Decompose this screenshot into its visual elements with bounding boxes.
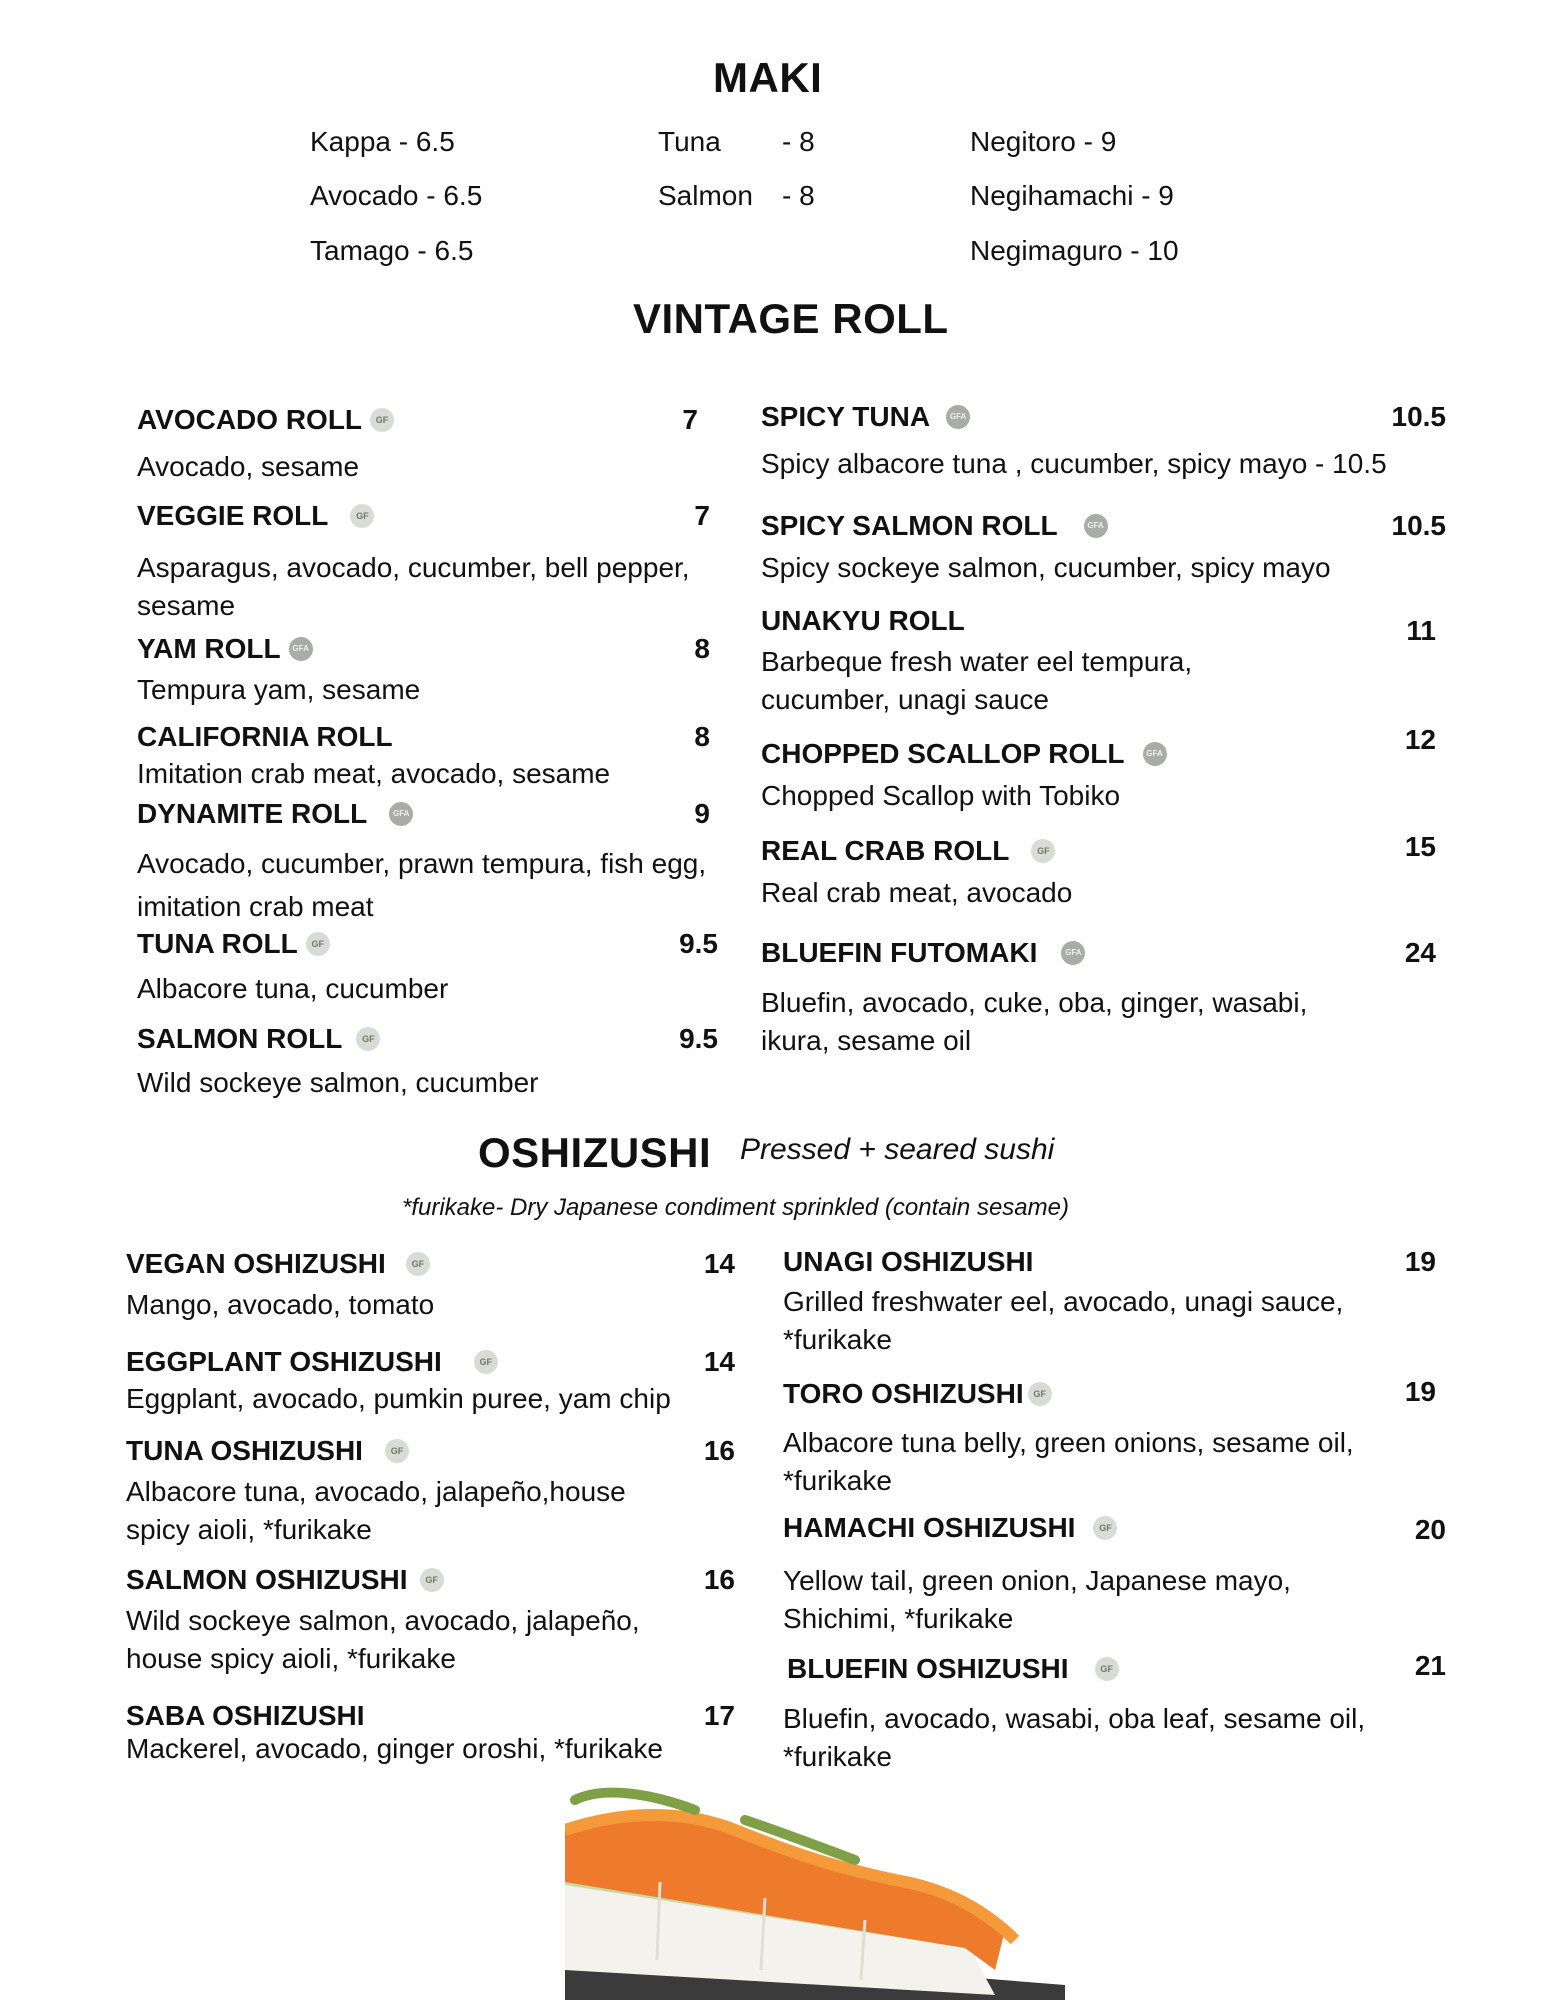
menu-item-price: 10.5 [1391, 401, 1446, 432]
menu-item-name: VEGGIE ROLL GF [137, 500, 374, 532]
menu-item-name: UNAGI OSHIZUSHI [783, 1246, 1034, 1277]
maki-item: Negitoro - 9 [970, 126, 1117, 157]
maki-item: Negimaguro - 10 [970, 235, 1179, 266]
menu-item-price: 16 [703, 1435, 735, 1466]
menu-item-description: Spicy albacore tuna , cucumber, spicy mayo - 10.5 [761, 448, 1387, 479]
menu-item-description: Avocado, cucumber, prawn tempura, fish egg, imitation crab meat [137, 848, 707, 922]
menu-item-price: 8 [694, 633, 710, 664]
menu-item-description: Spicy sockeye salmon, cucumber, spicy mayo [761, 552, 1331, 583]
menu-item-name: SPICY TUNA GFA [761, 401, 970, 433]
menu-item-description: Grilled freshwater eel, avocado, unagi sauce, *furikake [783, 1286, 1344, 1355]
oshizushi-subtitle: Pressed + seared sushi [740, 1133, 1055, 1166]
gfa-badge-icon: GFA [289, 637, 313, 661]
menu-item-name: SALMON OSHIZUSHI GF [126, 1564, 444, 1596]
menu-item-name: SPICY SALMON ROLL GFA [761, 510, 1108, 542]
menu-item-name: CHOPPED SCALLOP ROLL GFA [761, 738, 1167, 770]
menu-item-price: 7 [694, 500, 710, 531]
menu-item-description: Barbeque fresh water eel tempura, cucumber, unagi sauce [761, 646, 1193, 715]
gfa-badge-icon: GFA [1084, 514, 1108, 538]
menu-item-price: 20 [1414, 1514, 1446, 1545]
menu-item-name: TUNA ROLL GF [137, 928, 330, 960]
menu-item-name: TORO OSHIZUSHI GF [783, 1378, 1052, 1410]
gfa-badge-icon: GFA [946, 405, 970, 429]
menu-item-description: Real crab meat, avocado [761, 877, 1073, 908]
maki-item: Kappa - 6.5 [310, 126, 455, 157]
maki-item: Tamago - 6.5 [310, 235, 474, 266]
maki-item: Avocado - 6.5 [310, 180, 483, 211]
menu-item-description: Wild sockeye salmon, avocado, jalapeño, house spicy aioli, *furikake [126, 1605, 640, 1674]
menu-item-price: 24 [1404, 937, 1436, 968]
menu-item-price: 21 [1414, 1650, 1446, 1681]
gf-badge-icon: GF [385, 1439, 409, 1463]
menu-item-name: HAMACHI OSHIZUSHI GF [783, 1512, 1117, 1544]
menu-item-name: EGGPLANT OSHIZUSHI GF [126, 1346, 498, 1378]
menu-item-name: BLUEFIN FUTOMAKI GFA [761, 937, 1085, 969]
gf-badge-icon: GF [350, 504, 374, 528]
menu-item-price: 17 [703, 1700, 735, 1731]
menu-item-name: CALIFORNIA ROLL [137, 721, 393, 752]
gf-badge-icon: GF [356, 1027, 380, 1051]
menu-item-price: 9.5 [679, 928, 718, 959]
menu-item-name: TUNA OSHIZUSHI GF [126, 1435, 409, 1467]
menu-item-name: REAL CRAB ROLL GF [761, 835, 1055, 867]
menu-item-name: AVOCADO ROLL GF [137, 404, 394, 436]
menu-item-price: 9 [694, 798, 710, 829]
menu-item-description: Mango, avocado, tomato [126, 1289, 435, 1320]
menu-item-name: YAM ROLL GFA [137, 633, 313, 665]
menu-item-price: 19 [1404, 1246, 1436, 1277]
gf-badge-icon: GF [406, 1252, 430, 1276]
menu-item-description: Mackerel, avocado, ginger oroshi, *furikake [126, 1733, 663, 1764]
menu-item-description: Tempura yam, sesame [137, 674, 421, 705]
menu-item-description: Bluefin, avocado, cuke, oba, ginger, wasabi, ikura, sesame oil [761, 987, 1308, 1056]
maki-title: MAKI [713, 54, 823, 101]
menu-item-price: 12 [1404, 724, 1436, 755]
menu-item-price: 11 [1406, 615, 1436, 646]
menu-item-description: Albacore tuna, avocado, jalapeño,house spicy aioli, *furikake [126, 1476, 626, 1545]
menu-item-name: VEGAN OSHIZUSHI GF [126, 1248, 430, 1280]
menu-item-description: Imitation crab meat, avocado, sesame [137, 758, 611, 789]
menu-item-description: Yellow tail, green onion, Japanese mayo, Shichimi, *furikake [783, 1565, 1291, 1634]
menu-item-description: Chopped Scallop with Tobiko [761, 780, 1121, 811]
maki-item-name: Salmon [658, 180, 753, 211]
maki-item-price: - 8 [782, 180, 815, 211]
menu-item-description: Avocado, sesame [137, 451, 360, 482]
oshizushi-photo [565, 1770, 1065, 2000]
menu-item-price: 14 [703, 1346, 735, 1377]
vintage-roll-title: VINTAGE ROLL [633, 295, 949, 342]
furikake-note: *furikake- Dry Japanese condiment sprinkled (contain sesame) [402, 1194, 1069, 1221]
menu-item-price: 10.5 [1391, 510, 1446, 541]
menu-item-price: 8 [694, 721, 710, 752]
menu-item-description: Albacore tuna belly, green onions, sesame oil, *furikake [783, 1427, 1354, 1496]
menu-item-price: 7 [682, 404, 698, 435]
gf-badge-icon: GF [370, 408, 394, 432]
menu-item-price: 15 [1404, 831, 1436, 862]
menu-item-name: DYNAMITE ROLL GFA [137, 798, 413, 830]
menu-item-description: Wild sockeye salmon, cucumber [137, 1067, 539, 1098]
menu-item-price: 14 [703, 1248, 735, 1279]
gfa-badge-icon: GFA [1143, 742, 1167, 766]
maki-item-name: Tuna [658, 126, 721, 157]
menu-item-name: UNAKYU ROLL [761, 605, 965, 636]
menu-item-name: BLUEFIN OSHIZUSHI GF [787, 1653, 1119, 1685]
gf-badge-icon: GF [1093, 1516, 1117, 1540]
menu-item-name: SABA OSHIZUSHI [126, 1700, 365, 1731]
menu-item-price: 9.5 [679, 1023, 718, 1054]
menu-item-price: 19 [1404, 1376, 1436, 1407]
maki-item-price: - 8 [782, 126, 815, 157]
menu-item-price: 16 [703, 1564, 735, 1595]
menu-item-description: Bluefin, avocado, wasabi, oba leaf, sesame oil, *furikake [783, 1703, 1366, 1772]
gf-badge-icon: GF [306, 932, 330, 956]
menu-item-description: Eggplant, avocado, pumkin puree, yam chip [126, 1383, 671, 1414]
gfa-badge-icon: GFA [1061, 941, 1085, 965]
oshizushi-title: OSHIZUSHI [478, 1129, 712, 1176]
gf-badge-icon: GF [474, 1350, 498, 1374]
gf-badge-icon: GF [1028, 1382, 1052, 1406]
gf-badge-icon: GF [1031, 839, 1055, 863]
menu-item-name: SALMON ROLL GF [137, 1023, 380, 1055]
menu-item-description: Asparagus, avocado, cucumber, bell pepper, sesame [137, 552, 690, 621]
gf-badge-icon: GF [1095, 1657, 1119, 1681]
gf-badge-icon: GF [420, 1568, 444, 1592]
menu-item-description: Albacore tuna, cucumber [137, 973, 449, 1004]
maki-item: Negihamachi - 9 [970, 180, 1174, 211]
gfa-badge-icon: GFA [389, 802, 413, 826]
